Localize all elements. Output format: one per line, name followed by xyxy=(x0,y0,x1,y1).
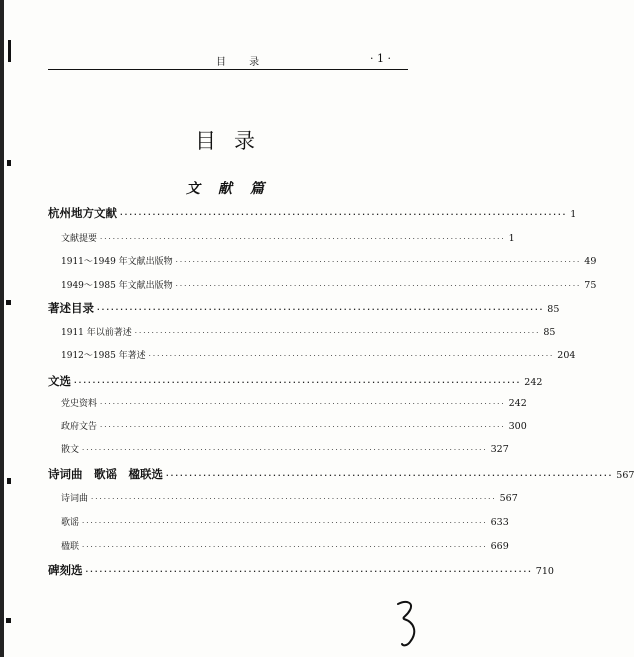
toc-entry-page: 633 xyxy=(490,517,509,528)
page-number: · 1 · xyxy=(370,52,391,65)
toc-entry-title: 碑刻选 xyxy=(48,563,83,577)
toc-entry-page: 242 xyxy=(524,377,543,388)
toc-entry xyxy=(48,466,634,482)
toc-entry-title: 1949～1985 年文献出版物 xyxy=(61,281,173,291)
toc-leader: ································································································ xyxy=(100,235,506,243)
toc-entry-page: 1 xyxy=(570,209,577,220)
toc-entry-title: 文选 xyxy=(48,374,71,388)
toc-leader: ································································································ xyxy=(120,211,568,219)
toc-leader: ································································································ xyxy=(166,472,614,480)
toc-leader: ································································································ xyxy=(175,258,582,266)
scan-mark xyxy=(6,618,11,623)
toc-entry xyxy=(61,325,556,338)
toc-leader: ································································································ xyxy=(100,400,506,408)
toc-leader: ································································································ xyxy=(97,306,545,314)
toc-entry-title: 歌谣 xyxy=(61,518,80,528)
scan-edge-strip xyxy=(0,0,4,657)
toc-entry-title: 1911 年以前著述 xyxy=(61,328,132,338)
toc-entry xyxy=(48,373,543,389)
toc-leader: ································································································ xyxy=(85,568,533,576)
toc-leader: ································································································ xyxy=(82,446,488,454)
toc-entry-page: 204 xyxy=(557,350,576,361)
toc-entry-page: 85 xyxy=(543,327,556,338)
header-rule xyxy=(48,69,408,70)
toc-entry xyxy=(61,539,509,552)
toc-leader: ································································································ xyxy=(91,495,497,503)
toc-entry-page: 669 xyxy=(490,541,509,552)
toc-entry-page: 567 xyxy=(616,470,634,481)
toc-entry xyxy=(61,442,509,455)
toc-entry-title: 杭州地方文献 xyxy=(48,206,117,220)
toc-entry-title: 政府文告 xyxy=(61,422,98,432)
toc-entry-page: 49 xyxy=(584,256,597,267)
toc-leader: ································································································ xyxy=(148,352,555,360)
toc-leader: ································································································ xyxy=(82,543,488,551)
toc-entry-page: 300 xyxy=(508,421,527,432)
scan-mark xyxy=(7,160,11,166)
toc-entry-page: 85 xyxy=(547,304,560,315)
toc-entry-title: 诗词曲 xyxy=(61,494,89,504)
toc-entry xyxy=(61,278,597,291)
handwritten-number-mark xyxy=(392,598,422,648)
toc-entry xyxy=(48,562,554,578)
toc-entry-title: 党史资料 xyxy=(61,399,98,409)
scan-mark xyxy=(6,300,11,305)
toc-entry xyxy=(61,231,515,244)
toc-entry-page: 75 xyxy=(584,280,597,291)
toc-entry xyxy=(61,491,518,504)
toc-entry-page: 327 xyxy=(490,444,509,455)
toc-entry-page: 567 xyxy=(499,493,518,504)
toc-leader: ································································································ xyxy=(82,519,488,527)
page-title: 目录 xyxy=(195,129,273,153)
toc-entry xyxy=(61,396,527,409)
toc-entry xyxy=(61,348,576,361)
toc-entry xyxy=(48,300,560,316)
toc-leader: ································································································ xyxy=(100,423,506,431)
toc-entry-title: 1911～1949 年文献出版物 xyxy=(61,257,173,267)
toc-entry-title: 1912～1985 年著述 xyxy=(61,351,146,361)
toc-entry-page: 1 xyxy=(508,233,515,244)
scan-mark xyxy=(8,40,11,62)
toc-entry-page: 242 xyxy=(508,398,527,409)
toc-entry-title: 楹联 xyxy=(61,542,80,552)
toc-entry-title: 诗词曲 歌谣 楹联选 xyxy=(48,467,163,481)
toc-entry xyxy=(48,205,577,221)
section-heading: 文献篇 xyxy=(186,181,282,197)
toc-entry-page: 710 xyxy=(535,566,554,577)
toc-entry xyxy=(61,515,509,528)
toc-leader: ································································································ xyxy=(74,379,522,387)
toc-entry-title: 散文 xyxy=(61,445,80,455)
toc-leader: ································································································ xyxy=(175,282,582,290)
toc-leader: ································································································ xyxy=(134,329,541,337)
scan-mark xyxy=(7,478,11,484)
toc-entry xyxy=(61,254,597,267)
toc-entry-title: 文献提要 xyxy=(61,234,98,244)
running-header: 目 录 xyxy=(216,57,270,68)
toc-entry-title: 著述目录 xyxy=(48,301,94,315)
toc-entry xyxy=(61,419,527,432)
